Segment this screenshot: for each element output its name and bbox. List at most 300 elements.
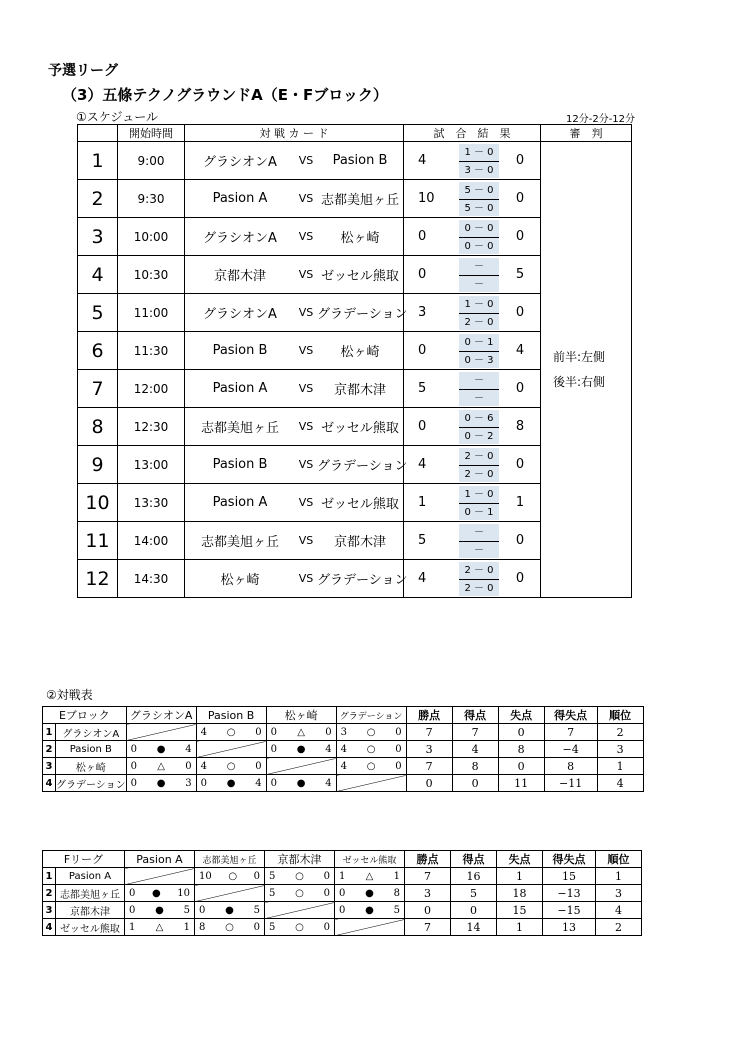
score-a: 5 <box>404 370 459 408</box>
match-number: 9 <box>78 446 118 484</box>
team-a: Pasion B <box>212 343 268 358</box>
stat-value: 1 <box>597 758 643 775</box>
half-scores <box>458 446 500 484</box>
first-half-score: 2 － 0 <box>459 562 499 580</box>
result-mark: △ <box>157 760 165 772</box>
result-cell <box>265 919 335 936</box>
half-scores <box>458 180 500 218</box>
stat-header: 得失点 <box>543 851 596 868</box>
goals-for: 5 <box>269 870 276 882</box>
goals-against: 0 <box>395 726 402 738</box>
stat-value: 7 <box>544 724 597 741</box>
goals-for: 1 <box>339 870 346 882</box>
result-cell <box>196 775 266 792</box>
schedule-label: ①スケジュール <box>76 110 159 124</box>
match-number: 12 <box>78 560 118 598</box>
score-a: 5 <box>404 522 459 560</box>
goals-for: 0 <box>130 777 137 789</box>
team-b: 松ヶ崎 <box>340 231 380 246</box>
goals-for: 4 <box>340 760 347 772</box>
vs-label: VS <box>298 458 314 471</box>
e-block-table <box>42 706 644 792</box>
stat-value: 16 <box>451 868 497 885</box>
first-half-score: 5 － 0 <box>459 182 499 200</box>
referee-cell <box>541 142 632 598</box>
start-time: 11:30 <box>118 332 185 370</box>
block-title: Fリーグ <box>43 851 125 868</box>
stat-value: 4 <box>597 775 643 792</box>
score-b: 0 <box>500 218 541 256</box>
stat-value: 8 <box>452 758 498 775</box>
goals-against: 0 <box>253 921 260 933</box>
score-b: 4 <box>500 332 541 370</box>
stat-value: 18 <box>497 885 543 902</box>
start-time: 10:00 <box>118 218 185 256</box>
stat-value: −4 <box>544 741 597 758</box>
goals-against: 5 <box>393 904 400 916</box>
score-a: 0 <box>404 256 459 294</box>
table-row <box>43 724 644 741</box>
opponent-header: グラシオンA <box>126 707 196 724</box>
goals-for: 3 <box>340 726 347 738</box>
row-number: 2 <box>43 741 56 758</box>
goals-against: 0 <box>253 870 260 882</box>
first-half-score: 0 － 0 <box>459 220 499 238</box>
stat-value: 5 <box>451 885 497 902</box>
result-mark: ● <box>156 777 166 789</box>
match-number: 1 <box>78 142 118 180</box>
team-b: 京都木津 <box>333 383 386 398</box>
result-mark: ● <box>225 904 234 916</box>
section-title: 予選リーグ <box>48 63 118 79</box>
stat-value: 3 <box>596 885 642 902</box>
score-a: 4 <box>404 446 459 484</box>
team-name: 京都木津 <box>56 902 125 919</box>
team-a: 志都美旭ヶ丘 <box>200 421 279 436</box>
stat-value: 7 <box>406 724 452 741</box>
goals-against: 0 <box>255 760 262 772</box>
result-mark: ○ <box>228 870 238 882</box>
stat-value: 7 <box>405 868 451 885</box>
goals-for: 0 <box>270 743 277 755</box>
half-scores <box>458 370 500 408</box>
result-cell <box>195 868 265 885</box>
stat-value: 1 <box>596 868 642 885</box>
start-time: 14:00 <box>118 522 185 560</box>
result-cell <box>195 902 265 919</box>
score-b: 0 <box>500 294 541 332</box>
match-number: 5 <box>78 294 118 332</box>
team-b: Pasion B <box>332 153 388 168</box>
goals-against: 1 <box>393 870 400 882</box>
row-number: 3 <box>43 758 56 775</box>
first-half-score: － <box>459 258 499 276</box>
second-half-score: 0 － 3 <box>464 354 494 366</box>
goals-against: 3 <box>185 777 192 789</box>
result-cell <box>266 741 336 758</box>
team-name: 志都美旭ヶ丘 <box>56 885 125 902</box>
half-scores <box>458 560 500 598</box>
start-time: 12:30 <box>118 408 185 446</box>
goals-against: 5 <box>183 904 190 916</box>
first-half-score: 0 － 1 <box>459 334 499 352</box>
second-half-score: 0 － 1 <box>464 506 494 518</box>
result-cell <box>266 724 336 741</box>
header-result: 試 合 結 果 <box>404 125 541 142</box>
result-mark: ● <box>296 743 306 755</box>
half-scores <box>458 142 500 180</box>
stat-header: 得点 <box>451 851 497 868</box>
result-cell <box>195 919 265 936</box>
half-scores <box>458 408 500 446</box>
match-number: 11 <box>78 522 118 560</box>
vs-label: VS <box>298 420 314 433</box>
half-scores <box>458 484 500 522</box>
score-b: 8 <box>500 408 541 446</box>
result-cell <box>336 724 406 741</box>
self-match-cell <box>196 741 266 758</box>
second-half-score: － <box>474 392 484 404</box>
opponent-header: Pasion A <box>125 851 195 868</box>
row-number: 4 <box>43 775 56 792</box>
stat-value: 0 <box>452 775 498 792</box>
goals-against: 8 <box>393 887 400 899</box>
result-mark: ○ <box>226 760 236 772</box>
team-a: グラシオンA <box>203 231 277 246</box>
row-number: 1 <box>43 724 56 741</box>
stat-value: 4 <box>452 741 498 758</box>
match-table-label: ②対戦表 <box>46 688 93 702</box>
result-mark: ● <box>156 743 166 755</box>
start-time: 10:30 <box>118 256 185 294</box>
match-number: 8 <box>78 408 118 446</box>
matchup <box>185 370 404 408</box>
goals-for: 0 <box>129 887 136 899</box>
goals-against: 4 <box>255 777 262 789</box>
team-name: ゼッセル熊取 <box>56 919 125 936</box>
matchup <box>185 142 404 180</box>
start-time: 13:00 <box>118 446 185 484</box>
stat-value: 2 <box>596 919 642 936</box>
first-half-score: 2 － 0 <box>459 448 499 466</box>
team-a: Pasion A <box>212 495 268 510</box>
team-b: グラデーション <box>317 573 408 588</box>
result-cell <box>335 868 405 885</box>
self-match-cell <box>126 724 196 741</box>
stat-value: 11 <box>498 775 544 792</box>
vs-label: VS <box>298 534 314 547</box>
first-half-score: － <box>459 524 499 542</box>
block-title: Eブロック <box>43 707 127 724</box>
result-cell <box>126 758 196 775</box>
f-league-table <box>42 850 642 936</box>
score-a: 0 <box>404 218 459 256</box>
table-header <box>43 707 644 724</box>
goals-for: 0 <box>339 904 346 916</box>
match-number: 4 <box>78 256 118 294</box>
match-number: 6 <box>78 332 118 370</box>
stat-value: −15 <box>543 902 596 919</box>
goals-for: 0 <box>339 887 346 899</box>
stat-value: −13 <box>543 885 596 902</box>
score-a: 0 <box>404 332 459 370</box>
vs-label: VS <box>298 344 314 357</box>
score-a: 3 <box>404 294 459 332</box>
score-b: 0 <box>500 522 541 560</box>
second-half-score: 5 － 0 <box>464 202 494 214</box>
team-a: グラシオンA <box>203 307 277 322</box>
stat-value: 15 <box>497 902 543 919</box>
table-row <box>43 919 642 936</box>
goals-against: 0 <box>395 760 402 772</box>
self-match-cell <box>335 919 405 936</box>
result-mark: △ <box>297 726 305 738</box>
stat-value: 15 <box>543 868 596 885</box>
vs-label: VS <box>298 496 314 509</box>
stat-value: 14 <box>451 919 497 936</box>
goals-against: 4 <box>325 743 332 755</box>
half-scores <box>458 218 500 256</box>
score-b: 0 <box>500 446 541 484</box>
stat-value: −11 <box>544 775 597 792</box>
start-time: 9:00 <box>118 142 185 180</box>
half-scores <box>458 294 500 332</box>
goals-for: 0 <box>270 777 277 789</box>
goals-for: 0 <box>130 743 137 755</box>
match-number: 10 <box>78 484 118 522</box>
matchup <box>185 294 408 332</box>
result-cell <box>265 885 335 902</box>
team-b: グラデーション <box>317 459 408 474</box>
goals-against: 0 <box>323 887 330 899</box>
opponent-header: Pasion B <box>196 707 266 724</box>
goals-against: 0 <box>325 726 332 738</box>
stat-value: 1 <box>497 919 543 936</box>
result-mark: ● <box>155 904 164 916</box>
goals-for: 0 <box>129 904 136 916</box>
second-half-score: － <box>474 544 484 556</box>
goals-for: 0 <box>270 726 277 738</box>
team-name: Pasion A <box>56 868 125 885</box>
result-mark: ● <box>365 887 374 899</box>
goals-for: 4 <box>200 726 207 738</box>
score-b: 0 <box>500 560 541 598</box>
result-cell <box>125 902 195 919</box>
second-half-score: 0 － 2 <box>464 430 494 442</box>
result-mark: ● <box>296 777 306 789</box>
self-match-cell <box>195 885 265 902</box>
opponent-header: ゼッセル熊取 <box>335 851 405 868</box>
stat-value: 7 <box>405 919 451 936</box>
team-a: グラシオンA <box>203 155 277 170</box>
first-half-score: 1 － 0 <box>459 486 499 504</box>
vs-label: VS <box>298 230 314 243</box>
opponent-header: 京都木津 <box>265 851 335 868</box>
goals-against: 0 <box>255 726 262 738</box>
self-match-cell <box>265 902 335 919</box>
table-row <box>43 885 642 902</box>
team-a: Pasion B <box>212 457 268 472</box>
matchup <box>185 332 404 370</box>
table-row <box>43 775 644 792</box>
row-number: 1 <box>43 868 56 885</box>
result-mark: ● <box>226 777 236 789</box>
row-number: 3 <box>43 902 56 919</box>
score-b: 5 <box>500 256 541 294</box>
stat-value: 7 <box>452 724 498 741</box>
result-mark: ○ <box>366 726 376 738</box>
result-cell <box>336 758 406 775</box>
self-match-cell <box>266 758 336 775</box>
matchup <box>185 560 408 598</box>
goals-for: 4 <box>200 760 207 772</box>
table-row <box>43 868 642 885</box>
stat-value: 3 <box>406 741 452 758</box>
goals-against: 0 <box>395 743 402 755</box>
match-number: 2 <box>78 180 118 218</box>
first-half-score: 1 － 0 <box>459 144 499 162</box>
goals-against: 5 <box>253 904 260 916</box>
result-cell <box>196 724 266 741</box>
half-scores <box>458 256 500 294</box>
goals-for: 8 <box>199 921 206 933</box>
stat-value: 7 <box>406 758 452 775</box>
start-time: 11:00 <box>118 294 185 332</box>
result-cell <box>335 885 405 902</box>
matchup <box>185 180 404 218</box>
score-a: 0 <box>404 408 459 446</box>
second-half-score: － <box>474 278 484 290</box>
stat-value: 2 <box>597 724 643 741</box>
goals-for: 5 <box>269 887 276 899</box>
team-name: グラデーション <box>56 775 127 792</box>
vs-label: VS <box>298 192 314 205</box>
team-a: Pasion A <box>212 191 268 206</box>
result-cell <box>336 741 406 758</box>
result-mark: △ <box>365 870 374 882</box>
result-cell <box>125 919 195 936</box>
first-half-score: 1 － 0 <box>459 296 499 314</box>
goals-against: 4 <box>325 777 332 789</box>
team-a: 松ヶ崎 <box>220 573 260 588</box>
stat-value: 8 <box>544 758 597 775</box>
goals-against: 10 <box>177 887 190 899</box>
second-half-score: 2 － 0 <box>464 582 494 594</box>
goals-against: 0 <box>323 870 330 882</box>
half-scores <box>458 332 500 370</box>
goals-for: 10 <box>199 870 212 882</box>
team-b: グラデーション <box>317 307 408 322</box>
vs-label: VS <box>298 306 314 319</box>
result-mark: ● <box>365 904 374 916</box>
match-duration-note: 12分-2分-12分 <box>566 114 636 125</box>
vs-label: VS <box>298 572 314 585</box>
start-time: 14:30 <box>118 560 185 598</box>
start-time: 13:30 <box>118 484 185 522</box>
stat-value: 8 <box>498 741 544 758</box>
row-number: 2 <box>43 885 56 902</box>
second-half-score: 2 － 0 <box>464 316 494 328</box>
goals-for: 1 <box>129 921 136 933</box>
stat-header: 順位 <box>597 707 643 724</box>
table-row <box>43 758 644 775</box>
goals-for: 0 <box>199 904 206 916</box>
matchup <box>185 484 404 522</box>
goals-for: 0 <box>130 760 137 772</box>
score-b: 0 <box>500 142 541 180</box>
header-matchup: 対 戦 カ ー ド <box>185 125 404 142</box>
stat-header: 失点 <box>498 707 544 724</box>
stat-header: 勝点 <box>406 707 452 724</box>
matchup <box>185 218 404 256</box>
goals-against: 4 <box>185 743 192 755</box>
matchup <box>185 256 404 294</box>
goals-against: 0 <box>185 760 192 772</box>
team-a: Pasion A <box>212 381 268 396</box>
second-half-score: 2 － 0 <box>464 468 494 480</box>
result-mark: ○ <box>225 921 234 933</box>
stat-header: 順位 <box>596 851 642 868</box>
result-cell <box>125 885 195 902</box>
result-mark: ● <box>151 887 161 899</box>
score-a: 4 <box>404 142 459 180</box>
result-cell <box>335 902 405 919</box>
team-name: Pasion B <box>56 741 127 758</box>
stat-header: 勝点 <box>405 851 451 868</box>
result-cell <box>126 741 196 758</box>
score-a: 1 <box>404 484 459 522</box>
stat-header: 失点 <box>497 851 543 868</box>
stat-header: 得失点 <box>544 707 597 724</box>
header-no <box>78 125 118 142</box>
team-b: ゼッセル熊取 <box>321 421 399 436</box>
result-cell <box>196 758 266 775</box>
result-cell <box>266 775 336 792</box>
stat-header: 得点 <box>452 707 498 724</box>
matchup <box>185 408 404 446</box>
score-a: 4 <box>404 560 459 598</box>
stat-value: 4 <box>596 902 642 919</box>
schedule-row <box>78 142 632 180</box>
start-time: 12:00 <box>118 370 185 408</box>
stat-value: 1 <box>497 868 543 885</box>
goals-for: 0 <box>200 777 207 789</box>
table-row <box>43 741 644 758</box>
team-b: 松ヶ崎 <box>340 345 380 360</box>
table-row <box>43 902 642 919</box>
stat-value: 3 <box>597 741 643 758</box>
stat-value: 3 <box>405 885 451 902</box>
result-mark: ○ <box>366 743 376 755</box>
schedule-table <box>77 124 632 598</box>
stat-value: 0 <box>498 758 544 775</box>
goals-against: 1 <box>183 921 190 933</box>
matchup <box>185 522 404 560</box>
stat-value: 0 <box>406 775 452 792</box>
team-b: ゼッセル熊取 <box>321 269 399 284</box>
first-half-score: － <box>459 372 499 390</box>
opponent-header: 松ヶ崎 <box>266 707 336 724</box>
stat-value: 0 <box>405 902 451 919</box>
result-mark: ○ <box>295 870 304 882</box>
goals-for: 5 <box>269 921 276 933</box>
opponent-header: 志都美旭ヶ丘 <box>195 851 265 868</box>
score-b: 0 <box>500 180 541 218</box>
stat-value: 0 <box>451 902 497 919</box>
start-time: 9:30 <box>118 180 185 218</box>
header-start-time: 開始時間 <box>118 125 185 142</box>
vs-label: VS <box>298 154 314 167</box>
